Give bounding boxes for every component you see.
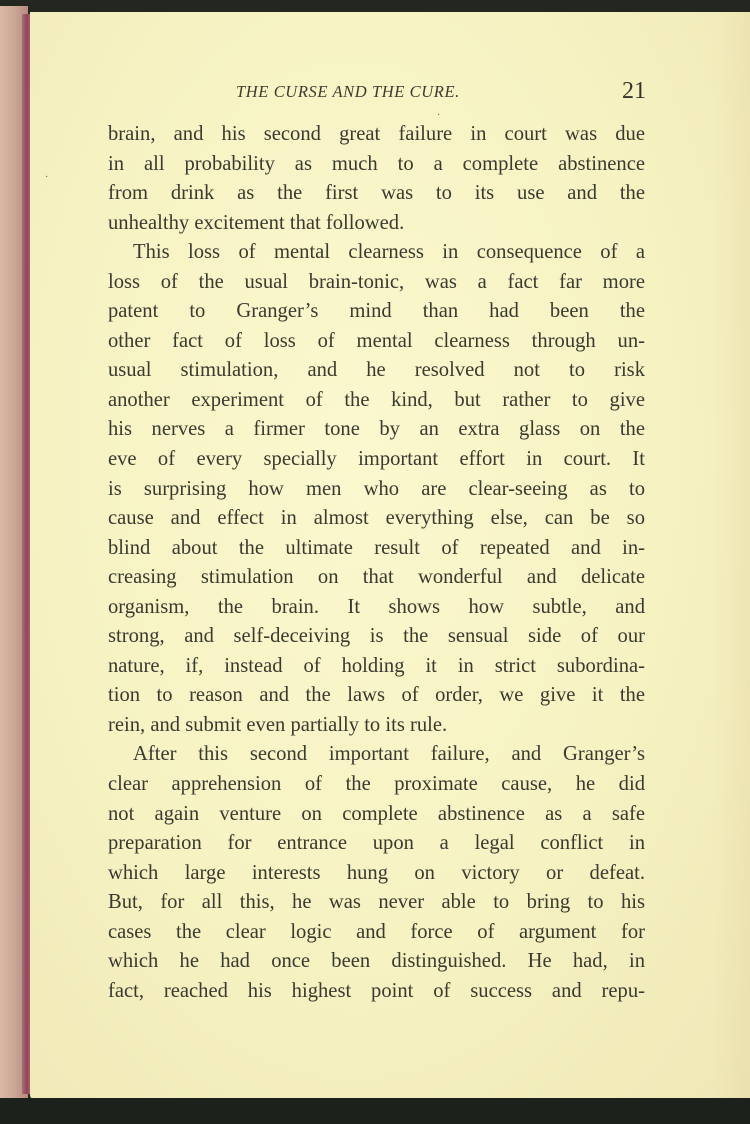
text-line: is surprising how men who are clear-seeing as to [108,477,645,500]
text-line: brain, and his second great failure in court was due [108,123,645,145]
text-line: eve of every specially important effort in court. It [108,448,645,471]
running-title: THE CURSE AND THE CURE. [236,82,460,101]
text-line: blind about the ultimate result of repeated and in- [108,536,645,559]
scan-bottom-edge [0,1098,750,1124]
text-line: unhealthy excitement that followed. [108,211,405,234]
text-line: other fact of loss of mental clearness through un- [108,329,645,352]
paragraph [108,238,645,740]
ink-speck: · [45,172,49,183]
text-line: not again venture on complete abstinence as a safe [108,802,645,825]
body-text [108,120,645,1006]
text-line: strong, and self-deceiving is the sensual side of our [108,625,645,648]
text-line: cause and effect in almost everything else, can be so [108,507,645,530]
text-line: creasing stimulation on that wonderful and delicate [108,566,645,589]
text-line: his nerves a firmer tone by an extra glass on the [108,418,645,441]
text-line: nature, if, instead of holding it in strict subordina- [108,654,645,677]
text-line: clear apprehension of the proximate cause, he did [108,773,645,796]
text-line: preparation for entrance upon a legal conflict in [108,832,645,855]
text-line: another experiment of the kind, but rather to give [108,388,645,411]
page-number: 21 [622,78,646,104]
ink-speck: · [437,110,441,121]
paragraph [108,740,645,1006]
text-line: rein, and submit even partially to its rule. [108,713,448,736]
text-line: which large interests hung on victory or defeat. [108,861,645,884]
text-line: After this second important failure, and Granger’s [133,743,645,766]
text-line: This loss of mental clearness in consequence of a [133,241,645,264]
text-line: But, for all this, he was never able to bring to his [108,891,645,914]
text-line: which he had once been distinguished. He had, in [108,950,645,973]
text-line: from drink as the first was to its use and the [108,182,645,205]
binding-edge [22,14,30,1094]
text-line: loss of the usual brain-tonic, was a fact far more [108,270,645,293]
text-line: patent to Granger’s mind than had been the [108,300,645,323]
running-head [236,78,646,106]
text-line: in all probability as much to a complete abstinence [108,152,645,175]
text-line: tion to reason and the laws of order, we give it the [108,684,645,707]
text-line: organism, the brain. It shows how subtle, and [108,595,645,618]
text-line: cases the clear logic and force of argument for [108,920,645,943]
paragraph [108,120,645,238]
text-line: fact, reached his highest point of success and repu- [108,979,645,1002]
text-line: usual stimulation, and he resolved not to risk [108,359,645,382]
